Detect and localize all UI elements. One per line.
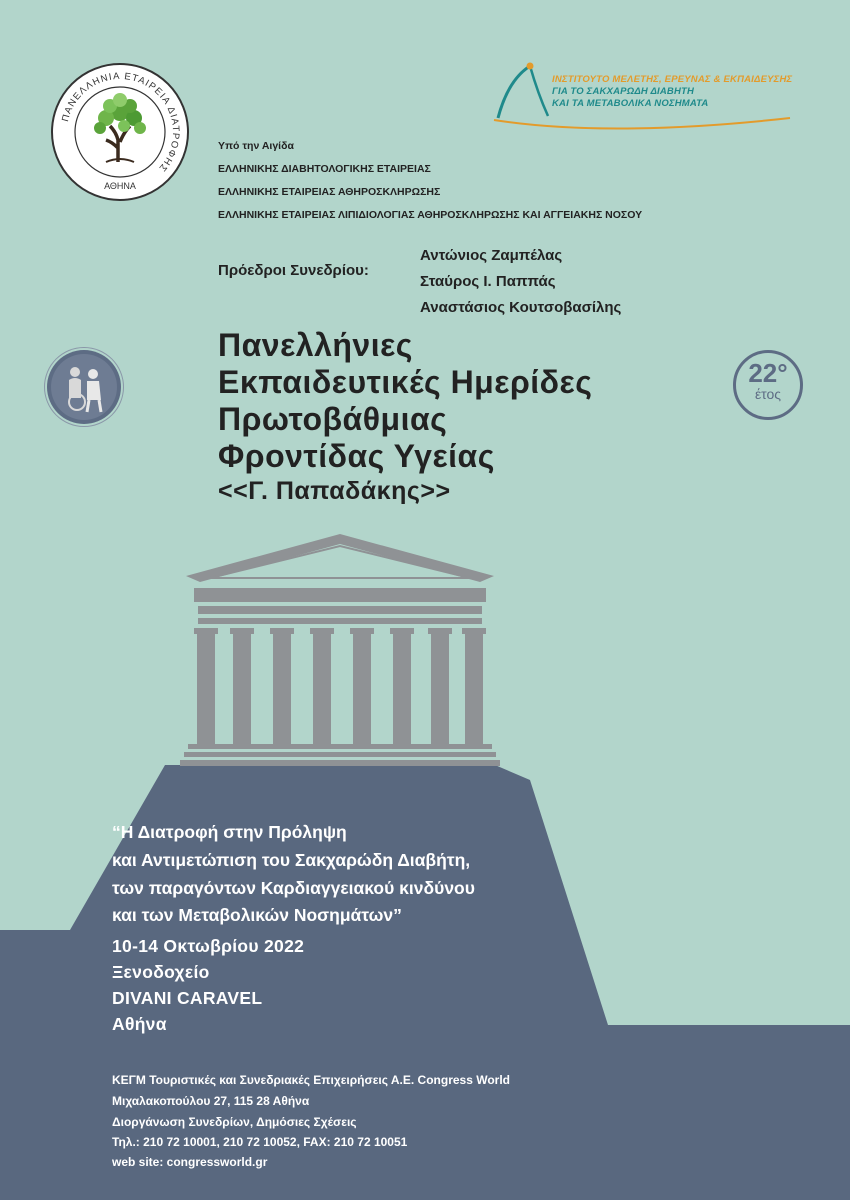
- organizer-phone: Τηλ.: 210 72 10001, 210 72 10052, FAX: 210 72 10051: [112, 1135, 408, 1149]
- aegis-title: Υπό την Αιγίδα: [218, 140, 294, 152]
- institute-logo: [490, 60, 800, 132]
- title-line: Πανελλήνιες: [218, 327, 413, 363]
- institute-line-3: ΚΑΙ ΤΑ ΜΕΤΑΒΟΛΙΚΑ ΝΟΣΗΜΑΤΑ: [552, 98, 709, 109]
- event-city: Αθήνα: [112, 1014, 167, 1034]
- subject-line: και Αντιμετώπιση του Σακχαρώδη Διαβήτη,: [112, 850, 471, 870]
- organizer-address: Μιχαλακοπούλου 27, 115 28 Αθήνα: [112, 1094, 310, 1108]
- event-hotel-label: Ξενοδοχείο: [112, 962, 210, 982]
- organizer-name: ΚΕΓΜ Τουριστικές και Συνεδριακές Επιχειρήσεις Α.Ε. Congress World: [112, 1073, 510, 1087]
- chairs-label: Πρόεδροι Συνεδρίου:: [218, 262, 369, 279]
- institute-line-2: ΓΙΑ ΤΟ ΣΑΚΧΑΡΩΔΗ ΔΙΑΒΗΤΗ: [552, 86, 695, 97]
- seal-ring-text: ΠΑΝΕΛΛΗΝΙΑ ΕΤΑΙΡΕΙΑ ΔΙΑΤΡΟΦΗΣ: [60, 70, 182, 175]
- organizer-services: Διοργάνωση Συνεδρίων, Δημόσιες Σχέσεις: [112, 1115, 357, 1129]
- organizer-website[interactable]: web site: congressworld.gr: [112, 1155, 268, 1169]
- anniversary-number: 22°: [748, 358, 788, 388]
- people-figure-icon: [47, 350, 121, 424]
- chair-name: Σταύρος Ι. Παππάς: [420, 273, 556, 290]
- temple-icon: [180, 530, 500, 770]
- chair-name: Αναστάσιος Κουτσοβασίλης: [420, 299, 622, 316]
- subject-line: των παραγόντων Καρδιαγγειακού κινδύνου: [112, 878, 475, 898]
- subject-line: και των Μεταβολικών Νοσημάτων”: [112, 905, 402, 925]
- figure-badge: [47, 350, 121, 424]
- anniversary-badge: [733, 350, 803, 420]
- institute-line-1: ΙΝΣΤΙΤΟΥΤΟ ΜΕΛΕΤΗΣ, ΕΡΕΥΝΑΣ & ΕΚΠΑΙΔΕΥΣΗΣ: [552, 74, 793, 85]
- title-line: Εκπαιδευτικές Ημερίδες: [218, 364, 593, 400]
- seal-city: ΑΘΗΝΑ: [104, 181, 136, 191]
- nutrition-society-seal: [50, 62, 190, 202]
- aegis-society: ΕΛΛΗΝΙΚΗΣ ΕΤΑΙΡΕΙΑΣ ΑΘΗΡΟΣΚΛΗΡΩΣΗΣ: [218, 186, 441, 198]
- title-honoree: <<Γ. Παπαδάκης>>: [218, 477, 451, 505]
- aegis-society: ΕΛΛΗΝΙΚΗΣ ΕΤΑΙΡΕΙΑΣ ΛΙΠΙΔΙΟΛΟΓΙΑΣ ΑΘΗΡΟΣΚΛΗΡΩΣΗΣ ΚΑΙ ΑΓΓΕΙΑΚΗΣ ΝΟΣΟΥ: [218, 209, 643, 221]
- event-dates: 10-14 Οκτωβρίου 2022: [112, 936, 305, 956]
- event-venue: DIVANI CARAVEL: [112, 988, 263, 1008]
- title-line: Φροντίδας Υγείας: [218, 438, 495, 474]
- chair-name: Αντώνιος Ζαμπέλας: [420, 247, 563, 264]
- anniversary-word: έτος: [754, 386, 782, 402]
- subject-line: “Η Διατροφή στην Πρόληψη: [112, 822, 347, 842]
- title-line: Πρωτοβάθμιας: [218, 401, 448, 437]
- aegis-society: ΕΛΛΗΝΙΚΗΣ ΔΙΑΒΗΤΟΛΟΓΙΚΗΣ ΕΤΑΙΡΕΙΑΣ: [218, 163, 431, 175]
